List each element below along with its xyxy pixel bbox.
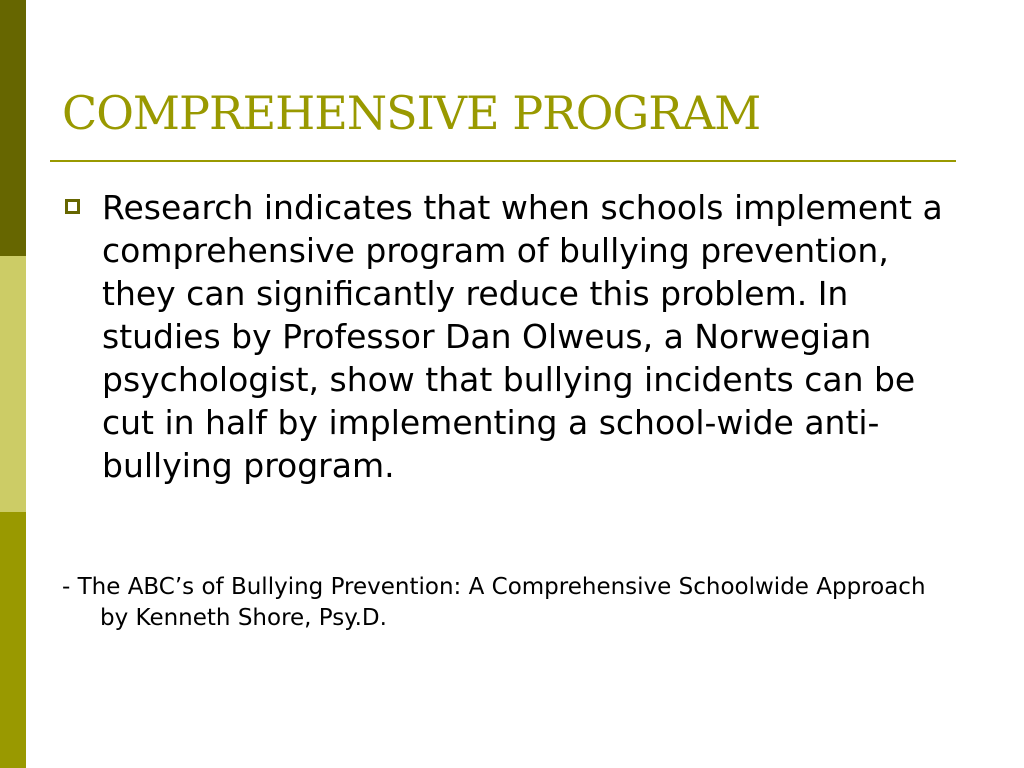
side-bar-segment-light [0, 256, 26, 512]
citation-text: - The ABC’s of Bullying Prevention: A Comprehensive Schoolwide Approach by Kenneth Shore, Psy.D. [62, 574, 926, 631]
side-bar-segment-olive [0, 512, 26, 768]
bullet-item [62, 186, 967, 487]
side-bar-segment-dark [0, 0, 26, 256]
hollow-square-bullet-icon [65, 199, 80, 214]
decorative-side-bar [0, 0, 26, 768]
bullet-list [62, 186, 967, 487]
bullet-text: Research indicates that when schools implement a comprehensive program of bullying prevention, they can significantly reduce this problem. In studies by Professor Dan Olweus, a Norwegian psychologist, show that bullying incidents can be cut in half by implementing a school-wide anti-bullying program. [102, 188, 943, 485]
slide-title: COMPREHENSIVE PROGRAM [62, 86, 761, 140]
title-underline-divider [50, 160, 956, 162]
